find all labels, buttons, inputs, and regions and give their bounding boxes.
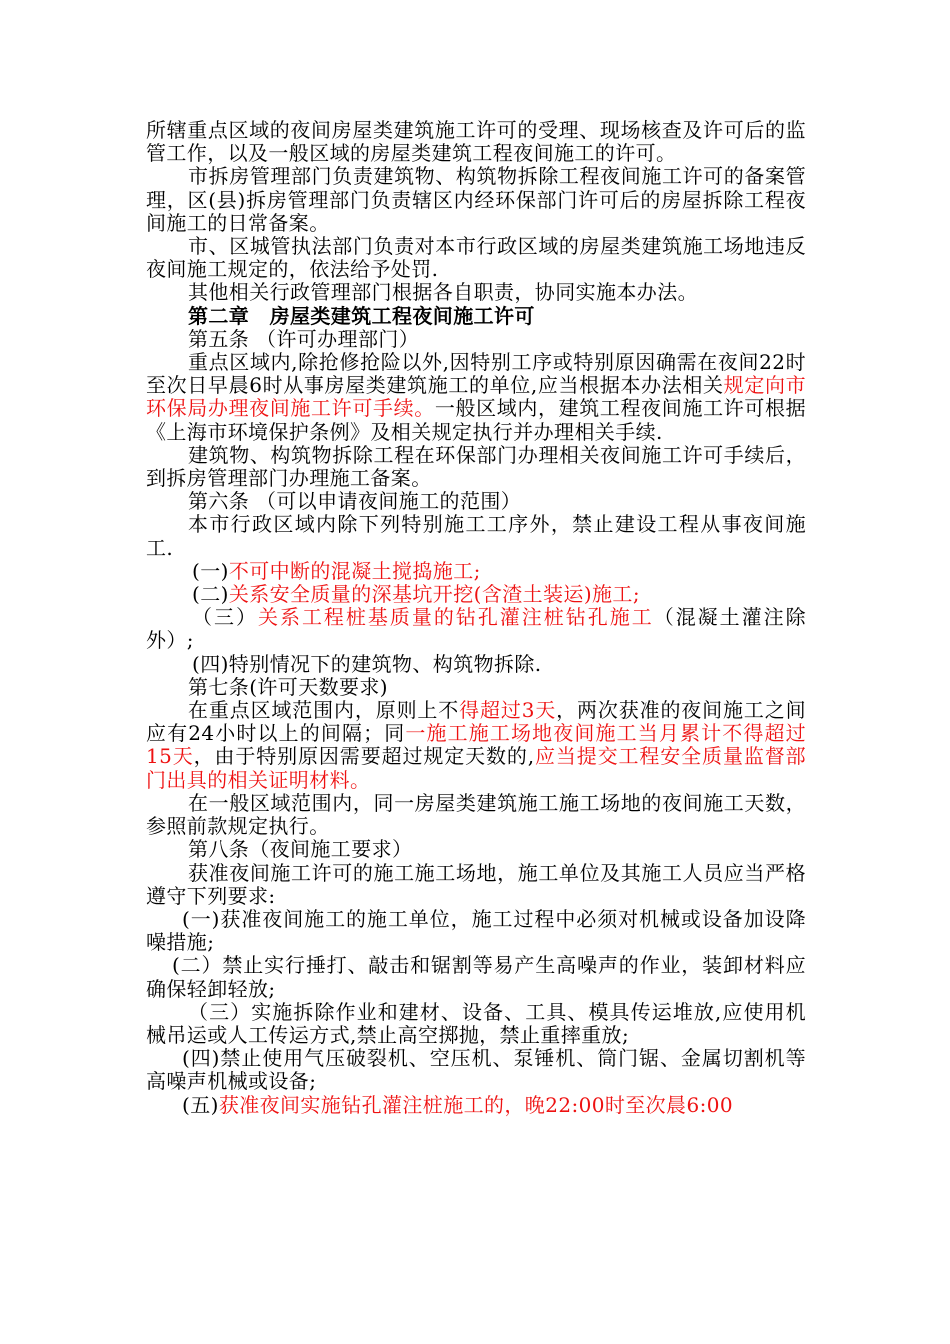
- paragraph: [146, 792, 806, 838]
- text-run: 本市行政区域内除下列特别施工工序外，禁止建设工程从事夜间施工.: [146, 512, 806, 560]
- highlighted-text: 获准夜间实施钻孔灌注桩施工的，晚22:00时至次晨6:00: [218, 1092, 733, 1117]
- text-run: (一)获准夜间施工的施工单位，施工过程中必须对机械或设备加设降噪措施;: [146, 906, 806, 955]
- text-run: (二）禁止实行捶打、敲击和锯割等易产生高噪声的作业，装卸材料应确保轻卸轻放;: [146, 953, 806, 1001]
- text-run: 第六条 （可以申请夜间施工的范围）: [188, 489, 522, 514]
- paragraph: [146, 606, 806, 652]
- text-run: 一般区域内，建筑工程夜间施工许可根据《上海市环境保护条例》及相关规定执行并办理相关手续.: [146, 396, 807, 444]
- text-run: 所辖重点区域的夜间房屋类建筑施工许可的受理、现场核查及许可后的监管工作，以及一般区域的房屋类建筑工程夜间施工的许可。: [146, 118, 806, 166]
- paragraph: [146, 1001, 806, 1047]
- paragraph: [146, 444, 806, 490]
- paragraph: [146, 908, 806, 954]
- paragraph: [146, 351, 806, 444]
- text-run: ，两次获准的夜间施工之间应有24小时以上的间隔；同: [146, 698, 806, 746]
- text-run: 市拆房管理部门负责建筑物、构筑物拆除工程夜间施工许可的备案管理，区(县)拆房管理部门负责辖区内经环保部门许可后的房屋拆除工程夜间施工的日常备案。: [146, 164, 806, 235]
- text-run: 获准夜间施工许可的施工施工场地，施工单位及其施工人员应当严格遵守下列要求:: [146, 860, 806, 908]
- paragraph: [146, 235, 806, 281]
- paragraph: [146, 583, 806, 606]
- highlighted-text: 关系安全质量的深基坑开挖(含渣土装运)施工;: [228, 582, 640, 607]
- text-run: 在重点区域范围内，原则上不: [188, 698, 460, 723]
- paragraph: [146, 838, 806, 861]
- text-run: 在一般区域范围内，同一房屋类建筑施工施工场地的夜间施工天数，参照前款规定执行。: [146, 790, 806, 839]
- text-run: 市、区城管执法部门负责对本市行政区域的房屋类建筑施工场地违反夜间施工规定的，依法给予处罚.: [146, 234, 806, 282]
- text-run: (四)禁止使用气压破裂机、空压机、泵锤机、筒门锯、金属切割机等高噪声机械或设备;: [146, 1046, 806, 1094]
- paragraph: [146, 305, 806, 328]
- paragraph: [146, 328, 806, 351]
- text-run: ，由于特别原因需要超过规定天数的,: [193, 744, 535, 769]
- text-run: 重点区域内,除抢修抢险以外,因特别工序或特别原因确需在夜间22时至次日早晨6时从事房屋类建筑施工的单位,应当根据本办法相关: [146, 350, 806, 398]
- paragraph: [146, 862, 806, 908]
- highlighted-text: 应当提交工程安全质量监督部门出具的相关证明材料。: [146, 744, 806, 792]
- text-run: (一): [192, 558, 229, 583]
- highlighted-text: 得超过3天: [459, 698, 557, 723]
- paragraph: [146, 560, 806, 583]
- highlighted-text: 关系工程桩基质量的钻孔灌注桩钻孔施工: [257, 605, 654, 630]
- paragraph: [146, 653, 806, 676]
- paragraph: [146, 1094, 806, 1117]
- paragraph: [146, 119, 806, 165]
- highlighted-text: 不可中断的混凝土搅捣施工;: [228, 558, 481, 583]
- text-run: （混凝土灌注除外）;: [146, 605, 807, 653]
- document-body: [146, 119, 806, 1117]
- text-run: 其他相关行政管理部门根据各自职责，协同实施本办法。: [188, 280, 698, 305]
- paragraph: [146, 513, 806, 559]
- text-run: （三）实施拆除作业和建材、设备、工具、模具传运堆放,应使用机械吊运或人工传运方式,禁止高空掷抛，禁止重摔重放;: [146, 999, 806, 1047]
- text-run: (二): [192, 582, 229, 607]
- highlighted-text: 规定向市环保局办理夜间施工许可手续。: [146, 373, 806, 421]
- text-run: 第五条 （许可办理部门）: [188, 326, 420, 351]
- text-run: 第八条（夜间施工要求）: [188, 837, 413, 862]
- paragraph: [146, 954, 806, 1000]
- chapter-heading: 第二章 房屋类建筑工程夜间施工许可: [188, 303, 535, 328]
- text-run: 第七条(许可天数要求): [188, 674, 389, 699]
- paragraph: [146, 490, 806, 513]
- paragraph: [146, 281, 806, 304]
- text-run: （三）: [192, 605, 258, 630]
- text-run: (四)特别情况下的建筑物、构筑物拆除.: [192, 651, 542, 676]
- paragraph: [146, 165, 806, 235]
- text-run: 建筑物、构筑物拆除工程在环保部门办理相关夜间施工许可手续后，到拆房管理部门办理施工备案。: [146, 442, 806, 491]
- highlighted-text: 一施工施工场地夜间施工当月累计不得超过15天: [146, 721, 806, 769]
- text-run: (五): [182, 1092, 219, 1117]
- paragraph: [146, 699, 806, 792]
- paragraph: [146, 676, 806, 699]
- paragraph: [146, 1047, 806, 1093]
